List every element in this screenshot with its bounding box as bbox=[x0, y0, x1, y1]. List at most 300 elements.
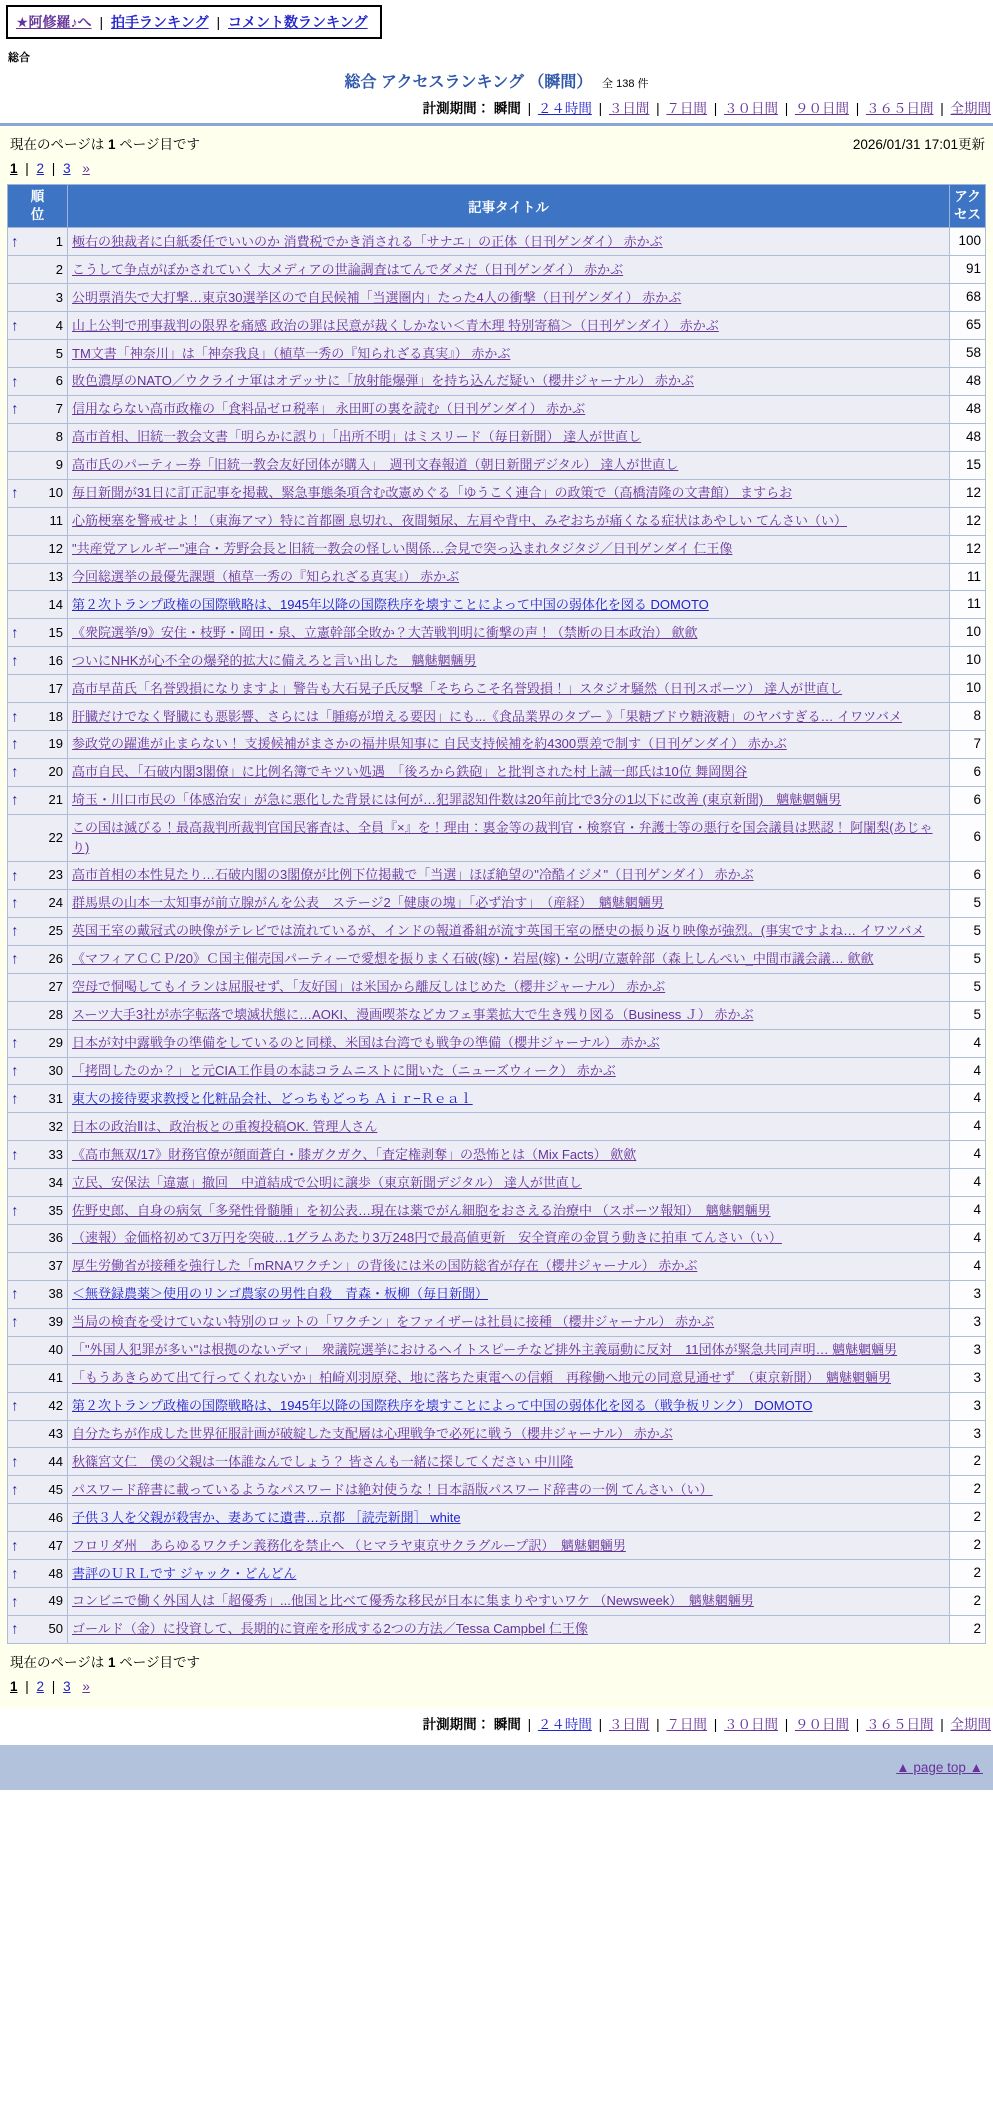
rank-number: 33 bbox=[48, 1146, 63, 1162]
title-cell bbox=[68, 479, 950, 507]
access-count: 11 bbox=[950, 591, 986, 619]
title-cell bbox=[68, 368, 950, 396]
rank-number: 1 bbox=[55, 233, 63, 249]
period-link-6[interactable]: ３６５日間 bbox=[865, 1716, 934, 1732]
table-row bbox=[8, 423, 986, 451]
rank-cell bbox=[8, 758, 68, 786]
table-row bbox=[8, 786, 986, 814]
period-label: 計測期間： bbox=[422, 101, 494, 116]
article-link[interactable]: 今回総選挙の最優先課題（植草一秀の『知られざる真実』） 赤かぶ bbox=[72, 568, 460, 584]
rank-number: 38 bbox=[48, 1286, 63, 1302]
up-arrow-icon: ↑ bbox=[11, 1034, 19, 1052]
rank-cell bbox=[8, 731, 68, 759]
separator bbox=[71, 161, 83, 176]
title-cell bbox=[68, 535, 950, 563]
rank-cell bbox=[8, 395, 68, 423]
rank-number: 13 bbox=[48, 568, 63, 584]
article-link[interactable]: 空母で恫喝してもイランは屈服せず、「友好国」は米国から離反しはじめた（櫻井ジャーナル） 赤かぶ bbox=[72, 979, 666, 995]
total-count: 全 138 件 bbox=[602, 78, 649, 90]
table-row bbox=[8, 507, 986, 535]
article-link[interactable]: ＜無登録農薬＞使用のリンゴ農家の男性自殺 青森・板柳（毎日新聞） bbox=[72, 1286, 489, 1302]
title-cell bbox=[68, 1532, 950, 1560]
period-link-3[interactable]: ７日間 bbox=[666, 101, 707, 116]
separator: | bbox=[936, 101, 948, 116]
rank-number: 5 bbox=[55, 345, 63, 361]
period-label: 計測期間： bbox=[422, 1716, 494, 1732]
separator: | bbox=[709, 101, 721, 116]
article-link[interactable]: 「拷問したのか？」と元CIA工作員の本誌コラムニストに聞いた（ニューズウィーク） 赤かぶ bbox=[72, 1062, 616, 1078]
header-title: 記事タイトル bbox=[68, 185, 950, 228]
article-link[interactable]: こうして争点がぼかされていく 大メディアの世論調査はてんでダメだ（日刊ゲンダイ） 赤かぶ bbox=[72, 261, 624, 277]
title-cell bbox=[68, 758, 950, 786]
table-row bbox=[8, 1308, 986, 1336]
access-count: 7 bbox=[950, 731, 986, 759]
table-row bbox=[8, 1280, 986, 1308]
title-cell bbox=[68, 451, 950, 479]
period-link-5[interactable]: ９０日間 bbox=[794, 101, 849, 116]
title-cell bbox=[68, 1001, 950, 1029]
title-cell bbox=[68, 1197, 950, 1225]
separator: | bbox=[780, 101, 792, 116]
article-link[interactable]: 高市首相、旧統一教会文書「明らかに誤り」「出所不明」はミスリード（毎日新聞） 達人が世直し bbox=[72, 429, 642, 445]
title-cell bbox=[68, 890, 950, 918]
access-count: 3 bbox=[950, 1280, 986, 1308]
page-link-3[interactable]: 3 bbox=[63, 1678, 71, 1694]
access-count: 48 bbox=[950, 395, 986, 423]
article-link[interactable]: 厚生労働省が接種を強行した「mRNAワクチン」の背後には米の国防総省が存在（櫻井ジャーナル） 赤かぶ bbox=[72, 1258, 698, 1274]
rank-cell bbox=[8, 862, 68, 890]
title-cell bbox=[68, 563, 950, 591]
table-row bbox=[8, 591, 986, 619]
up-arrow-icon: ↑ bbox=[11, 1146, 19, 1164]
article-link[interactable]: スーツ大手3社が赤字転落で壊滅状態に…AOKI、漫画喫茶などカフェ事業拡大で生き残り図る（Business Ｊ） 赤かぶ bbox=[72, 1007, 754, 1023]
article-link[interactable]: 高市首相の本性見たり…石破内閣の3閣僚が比例下位掲載で「当選」ほぼ絶望の"冷酷イジメ"（日刊ゲンダイ） 赤かぶ bbox=[72, 867, 754, 883]
page-link-2[interactable]: 2 bbox=[36, 1678, 45, 1694]
up-arrow-icon: ↑ bbox=[11, 1565, 19, 1583]
rank-number: 10 bbox=[48, 485, 63, 501]
title-cell bbox=[68, 703, 950, 731]
up-arrow-icon: ↑ bbox=[11, 373, 19, 390]
rank-number: 49 bbox=[48, 1593, 63, 1609]
article-link[interactable]: 参政党の躍進が止まらない！ 支援候補がまさかの福井県知事に 自民支持候補を約4300票差で制す（日刊ゲンダイ） 赤かぶ bbox=[72, 736, 787, 752]
rank-number: 45 bbox=[48, 1481, 63, 1497]
page-link-3[interactable]: 3 bbox=[63, 161, 71, 176]
table-row bbox=[8, 862, 986, 890]
rank-cell bbox=[8, 423, 68, 451]
article-link[interactable]: 《衆院選挙/9》安住・枝野・岡田・泉、立憲幹部全敗か？大苦戦判明に衝撃の声！（禁断の日本政治） 歛歛 bbox=[72, 624, 698, 640]
ranking-table bbox=[7, 184, 986, 1644]
top-nav-links bbox=[16, 14, 368, 30]
rank-cell bbox=[8, 890, 68, 918]
article-link[interactable]: 日本が対中露戦争の準備をしているのと同様、米国は台湾でも戦争の準備（櫻井ジャーナル） 赤かぶ bbox=[72, 1035, 660, 1050]
period-link-7[interactable]: 全期間 bbox=[950, 101, 991, 116]
rank-number: 31 bbox=[48, 1090, 63, 1106]
article-link[interactable]: 埼玉・川口市民の「体感治安」が急に悪化した背景には何が…犯罪認知件数は20年前比で3分の1以下に改善 (東京新聞) 魑魅魍魎男 bbox=[72, 792, 842, 808]
rank-number: 25 bbox=[48, 923, 63, 939]
title-cell bbox=[68, 1420, 950, 1448]
up-arrow-icon: ↑ bbox=[11, 894, 19, 912]
title-cell bbox=[68, 1252, 950, 1280]
period-link-1[interactable]: ２４時間 bbox=[537, 101, 592, 116]
article-link[interactable]: 「もうあきらめて出て行ってくれないか」柏崎刈羽原発、地に落ちた東電への信頼 再稼働へ地元の同意見通せず （東京新聞） 魑魅魍魎男 bbox=[72, 1370, 892, 1386]
rank-number: 32 bbox=[48, 1118, 63, 1134]
separator: | bbox=[936, 1716, 948, 1732]
article-link[interactable]: 高市自民、「石破内閣3閣僚」に比例名簿でキツい処遇 「後ろから鉄砲」と批判された村上誠一郎氏は10位 舞岡関谷 bbox=[72, 764, 748, 780]
up-arrow-icon: ↑ bbox=[11, 1593, 19, 1610]
table-row bbox=[8, 1225, 986, 1253]
rank-number: 21 bbox=[48, 792, 63, 808]
rank-cell bbox=[8, 1532, 68, 1560]
rank-cell bbox=[8, 312, 68, 340]
updated-timestamp: 2026/01/31 17:01更新 bbox=[852, 137, 985, 152]
rank-number: 28 bbox=[48, 1007, 63, 1023]
article-link[interactable]: 当局の検査を受けていない特別のロットの「ワクチン」をファイザーは社員に接種 （櫻井ジャーナル） 赤かぶ bbox=[72, 1314, 715, 1330]
rank-number: 16 bbox=[48, 652, 63, 668]
title-cell bbox=[68, 1169, 950, 1197]
period-current: 瞬間 bbox=[493, 101, 521, 116]
rank-cell bbox=[8, 563, 68, 591]
article-link[interactable]: パスワード辞書に載っているようなパスワードは絶対使うな！日本語版パスワード辞書の一例 てんさい（い） bbox=[72, 1481, 713, 1497]
title-cell bbox=[68, 1308, 950, 1336]
rank-cell bbox=[8, 1336, 68, 1364]
period-link-4[interactable]: ３０日間 bbox=[723, 1716, 778, 1732]
separator: | bbox=[594, 101, 606, 116]
table-row bbox=[8, 1560, 986, 1588]
up-arrow-icon: ↑ bbox=[11, 708, 19, 726]
title-cell bbox=[68, 395, 950, 423]
article-link[interactable]: 毎日新聞が31日に訂正記事を掲載、緊急事態条項含む改憲めぐる「ゆうこく連合」の政策で（高橋清隆の文書館） ますらお bbox=[72, 485, 793, 501]
separator: | bbox=[851, 101, 863, 116]
article-link[interactable]: 日本の政治Ⅱは、政治板との重複投稿OK. 管理人さん bbox=[72, 1118, 378, 1134]
rank-number: 17 bbox=[48, 680, 63, 696]
period-selector-top bbox=[0, 97, 991, 117]
article-link[interactable]: 書評のＵＲＬです ジャック・どんどん bbox=[72, 1565, 297, 1581]
rank-cell bbox=[8, 1308, 68, 1336]
table-row bbox=[8, 647, 986, 675]
article-link[interactable]: 第２次トランプ政権の国際戦略は、1945年以降の国際秩序を壊すことによって中国の弱体化を図る DOMOTO bbox=[72, 596, 709, 612]
title-cell bbox=[68, 591, 950, 619]
access-count: 15 bbox=[950, 451, 986, 479]
rank-cell bbox=[8, 228, 68, 256]
rank-cell bbox=[8, 675, 68, 703]
rank-number: 26 bbox=[48, 951, 63, 967]
rank-cell bbox=[8, 647, 68, 675]
rank-cell bbox=[8, 1615, 68, 1643]
up-arrow-icon: ↑ bbox=[11, 867, 19, 885]
access-count: 100 bbox=[950, 228, 986, 256]
article-link[interactable]: 《マフィアＣＣＰ/20》Ｃ国主催売国パーティーで愛想を振りまく石破(嫁)・岩屋(嫁)・公明/立憲幹部（森上しんぺい_中間市議会議… 歛歛 bbox=[72, 951, 874, 967]
page-top-link[interactable]: ▲ page top ▲ bbox=[896, 1759, 983, 1775]
rank-cell bbox=[8, 1392, 68, 1420]
access-count: 4 bbox=[950, 1029, 986, 1057]
rank-cell bbox=[8, 1364, 68, 1392]
rank-number: 48 bbox=[48, 1565, 63, 1581]
table-row bbox=[8, 814, 986, 861]
pagination-bottom bbox=[0, 1673, 993, 1702]
rank-cell bbox=[8, 535, 68, 563]
table-row bbox=[8, 1029, 986, 1057]
access-count: 5 bbox=[950, 917, 986, 945]
up-arrow-icon: ↑ bbox=[11, 1090, 19, 1108]
rank-number: 50 bbox=[48, 1621, 63, 1637]
table-row bbox=[8, 1057, 986, 1085]
rank-number: 14 bbox=[48, 596, 63, 612]
article-link[interactable]: ゴールド（金）に投資して、長期的に資産を形成する2つの方法／Tessa Campbel 仁王像 bbox=[72, 1621, 588, 1637]
rank-cell bbox=[8, 814, 68, 861]
table-row bbox=[8, 890, 986, 918]
header-access: アクセス bbox=[950, 185, 986, 228]
table-row bbox=[8, 1001, 986, 1029]
period-link-2[interactable]: ３日間 bbox=[608, 1716, 650, 1732]
table-row bbox=[8, 1615, 986, 1643]
table-row bbox=[8, 1392, 986, 1420]
article-link[interactable]: 第２次トランプ政権の国際戦略は、1945年以降の国際秩序を壊すことによって中国の弱体化を図る（戦争板リンク） DOMOTO bbox=[72, 1397, 813, 1413]
page-link-»[interactable]: » bbox=[82, 1678, 90, 1694]
article-link[interactable]: （速報）金価格初めて3万円を突破…1グラムあたり3万248円で最高値更新 安全資産の金買う動きに拍車 てんさい（い） bbox=[72, 1230, 782, 1246]
rank-number: 15 bbox=[48, 624, 63, 640]
table-row bbox=[8, 1364, 986, 1392]
up-arrow-icon: ↑ bbox=[11, 624, 19, 642]
title-cell bbox=[68, 507, 950, 535]
table-row bbox=[8, 451, 986, 479]
access-count: 6 bbox=[950, 758, 986, 786]
article-link[interactable]: "共産党アレルギー"連合・芳野会長と旧統一教会の怪しい関係…会見で突っ込まれタジタジ／日刊ゲンダイ 仁王像 bbox=[72, 540, 733, 556]
article-link[interactable]: 高市氏のパーティー券「旧統一教会友好団体が購入」 週刊文春報道（朝日新聞デジタル） 達人が世直し bbox=[72, 457, 679, 473]
section-label: 総合 bbox=[8, 52, 30, 64]
title-cell bbox=[68, 1560, 950, 1588]
rank-number: 41 bbox=[48, 1370, 63, 1386]
title-cell bbox=[68, 917, 950, 945]
top-nav-box bbox=[6, 5, 382, 39]
separator: | bbox=[709, 1716, 721, 1732]
rank-cell bbox=[8, 591, 68, 619]
article-link[interactable]: 公明票消失で大打撃…東京30選挙区ので自民候補「当選圏内」たった4人の衝撃（日刊ゲンダイ） 赤かぶ bbox=[72, 289, 682, 305]
title-cell bbox=[68, 1113, 950, 1141]
article-link[interactable]: 立民、安保法「違憲」撤回 中道結成で公明に譲歩（東京新聞デジタル） 達人が世直し bbox=[72, 1174, 582, 1190]
page-title: 総合 アクセスランキング （瞬間） bbox=[344, 74, 593, 91]
table-row bbox=[8, 703, 986, 731]
rank-number: 30 bbox=[48, 1062, 63, 1078]
access-count: 2 bbox=[950, 1560, 986, 1588]
article-link[interactable]: コンビニで働く外国人は「超優秀」...他国と比べて優秀な移民が日本に集まりやすいワケ （Newsweek） 魑魅魍魎男 bbox=[72, 1593, 754, 1609]
table-row bbox=[8, 1532, 986, 1560]
access-count: 48 bbox=[950, 423, 986, 451]
table-row bbox=[8, 675, 986, 703]
page-current: 1 bbox=[10, 161, 18, 176]
access-count: 3 bbox=[950, 1308, 986, 1336]
rank-cell bbox=[8, 1420, 68, 1448]
title-cell bbox=[68, 1504, 950, 1532]
article-link[interactable]: 子供３人を父親が殺害か、妻あてに遺書…京都 ［読売新聞］ white bbox=[72, 1509, 461, 1525]
rank-number: 22 bbox=[48, 829, 63, 845]
rank-number: 46 bbox=[48, 1509, 63, 1525]
rank-cell bbox=[8, 1085, 68, 1113]
article-link[interactable]: 極右の独裁者に白紙委任でいいのか 消費税でかき消される「サナエ」の正体（日刊ゲンダイ） 赤かぶ bbox=[72, 233, 663, 249]
rank-cell bbox=[8, 1113, 68, 1141]
title-cell bbox=[68, 619, 950, 647]
table-row bbox=[8, 395, 986, 423]
article-link[interactable]: 東大の接待要求教授と化粧品会社、どっちもどっち Ａｉｒ−Ｒｅａｌ bbox=[72, 1090, 473, 1106]
up-arrow-icon: ↑ bbox=[11, 922, 19, 940]
page-link-»[interactable]: » bbox=[82, 161, 90, 176]
article-link[interactable]: 佐野史郎、自身の病気「多発性骨髄腫」を初公表…現在は薬でがん細胞をおさえる治療中 （スポーツ報知） 魑魅魍魎男 bbox=[72, 1202, 771, 1218]
rank-cell bbox=[8, 1225, 68, 1253]
nav-link-1[interactable]: ★阿修羅♪へ bbox=[16, 14, 92, 30]
article-link[interactable]: 高市早苗氏「名誉毀損になりますよ」警告も大石晃子氏反撃「そちらこそ名誉毀損！」スタジオ騒然（日刊スポーツ） 達人が世直し bbox=[72, 680, 843, 696]
separator: | bbox=[523, 1716, 535, 1732]
access-count: 3 bbox=[950, 1420, 986, 1448]
access-count: 6 bbox=[950, 862, 986, 890]
access-count: 2 bbox=[950, 1476, 986, 1504]
rank-cell bbox=[8, 507, 68, 535]
article-link[interactable]: 敗色濃厚のNATO／ウクライナ軍はオデッサに「放射能爆弾」を持ち込んだ疑い（櫻井ジャーナル） 赤かぶ bbox=[72, 373, 694, 389]
rank-cell bbox=[8, 619, 68, 647]
article-link[interactable]: 肝臓だけでなく腎臓にも悪影響、さらには「腫瘍が増える要因」にも...《食品業界のタブー 》「果糖ブドウ糖液糖」のヤバすぎる… イワツバメ bbox=[72, 708, 902, 724]
access-count: 10 bbox=[950, 647, 986, 675]
rank-number: 7 bbox=[55, 401, 63, 417]
up-arrow-icon: ↑ bbox=[11, 1062, 19, 1080]
article-link[interactable]: この国は滅びる！最高裁判所裁判官国民審査は、全員『×』を！理由：裏金等の裁判官・検察官・弁護士等の悪行を国会議員は黙認！ 阿闍梨(あじゃり) bbox=[72, 819, 933, 855]
separator: | bbox=[48, 1678, 60, 1694]
up-arrow-icon: ↑ bbox=[11, 1481, 19, 1499]
access-count: 12 bbox=[950, 535, 986, 563]
title-cell bbox=[68, 284, 950, 312]
title-cell bbox=[68, 340, 950, 368]
period-link-7[interactable]: 全期間 bbox=[950, 1716, 991, 1732]
article-link[interactable]: ついにNHKが心不全の爆発的拡大に備えろと言い出した 魑魅魍魎男 bbox=[72, 652, 477, 668]
table-row bbox=[8, 256, 986, 284]
table-row bbox=[8, 1476, 986, 1504]
access-count: 8 bbox=[950, 703, 986, 731]
separator bbox=[71, 1679, 83, 1694]
nav-link-2[interactable]: 拍手ランキング bbox=[110, 14, 209, 30]
title-cell bbox=[68, 1392, 950, 1420]
title-cell bbox=[68, 675, 950, 703]
period-link-6[interactable]: ３６５日間 bbox=[865, 101, 934, 116]
rank-cell bbox=[8, 786, 68, 814]
rank-number: 39 bbox=[48, 1314, 63, 1330]
rank-number: 35 bbox=[48, 1202, 63, 1218]
title-cell bbox=[68, 1225, 950, 1253]
period-link-1[interactable]: ２４時間 bbox=[537, 1716, 592, 1732]
title-cell bbox=[68, 1057, 950, 1085]
article-link[interactable]: 群馬県の山本一太知事が前立腺がんを公表 ステージ2「健康の塊」「必ず治す」 （産経） 魑魅魍魎男 bbox=[72, 895, 664, 911]
access-count: 4 bbox=[950, 1141, 986, 1169]
rank-number: 9 bbox=[55, 457, 63, 473]
article-link[interactable]: 「"外国人犯罪が多い"は根拠のないデマ」 衆議院選挙におけるヘイトスピーチなど排外主義扇動に反対 11団体が緊急共同声明… 魑魅魍魎男 bbox=[72, 1342, 898, 1358]
page-top-bar bbox=[0, 1745, 993, 1790]
table-row bbox=[8, 1252, 986, 1280]
article-link[interactable]: 山上公判で刑事裁判の限界を痛感 政治の罪は民意が裁くしかない＜青木理 特別寄稿＞（日刊ゲンダイ） 赤かぶ bbox=[72, 317, 719, 333]
article-link[interactable]: TM文書「神奈川」は「神奈我良」（植草一秀の『知られざる真実』） 赤かぶ bbox=[72, 345, 511, 361]
title-cell bbox=[68, 1085, 950, 1113]
bottom-space bbox=[0, 1790, 993, 1808]
period-link-3[interactable]: ７日間 bbox=[666, 1716, 707, 1732]
access-count: 10 bbox=[950, 675, 986, 703]
rank-number: 20 bbox=[48, 764, 63, 780]
nav-link-3[interactable]: コメント数ランキング bbox=[228, 14, 368, 30]
rank-number: 47 bbox=[48, 1537, 63, 1553]
current-page-number: 1 bbox=[108, 137, 116, 152]
article-link[interactable]: 秋篠宮文仁 僕の父親は一体誰なんでしょう？ 皆さんも一緒に探してください 中川隆 bbox=[72, 1453, 574, 1469]
period-link-5[interactable]: ９０日間 bbox=[794, 1716, 849, 1732]
rank-number: 43 bbox=[48, 1425, 63, 1441]
access-count: 65 bbox=[950, 312, 986, 340]
rank-cell bbox=[8, 1504, 68, 1532]
article-link[interactable]: フロリダ州 あらゆるワクチン義務化を禁止へ （ヒマラヤ東京サクラグループ訳） 魑魅魍魎男 bbox=[72, 1537, 626, 1553]
table-row bbox=[8, 563, 986, 591]
access-count: 4 bbox=[950, 1113, 986, 1141]
access-count: 12 bbox=[950, 507, 986, 535]
rank-number: 4 bbox=[55, 317, 63, 333]
table-row bbox=[8, 1336, 986, 1364]
title-cell bbox=[68, 814, 950, 861]
access-count: 2 bbox=[950, 1532, 986, 1560]
up-arrow-icon: ↑ bbox=[11, 1453, 19, 1471]
up-arrow-icon: ↑ bbox=[11, 791, 19, 809]
period-current: 瞬間 bbox=[493, 1716, 521, 1732]
up-arrow-icon: ↑ bbox=[11, 735, 19, 753]
table-row bbox=[8, 1420, 986, 1448]
title-cell bbox=[68, 1280, 950, 1308]
rank-number: 29 bbox=[48, 1035, 63, 1050]
rank-number: 34 bbox=[48, 1174, 63, 1190]
period-link-4[interactable]: ３０日間 bbox=[723, 101, 778, 116]
title-cell bbox=[68, 1615, 950, 1643]
access-count: 4 bbox=[950, 1225, 986, 1253]
access-count: 4 bbox=[950, 1057, 986, 1085]
rank-cell bbox=[8, 1169, 68, 1197]
article-link[interactable]: 心筋梗塞を警戒せよ！（東海アマ）特に首都圏 息切れ、夜間頻尿、左肩や背中、みぞおちが痛くなる症状はあやしい てんさい（い） bbox=[72, 513, 848, 529]
separator: | bbox=[523, 101, 535, 116]
rank-number: 19 bbox=[48, 736, 63, 752]
rank-number: 2 bbox=[55, 261, 63, 277]
article-link[interactable]: 英国王室の戴冠式の映像がテレビでは流れているが、インドの報道番組が流す英国王室の歴史の振り返り映像が強烈。(事実ですよね… イワツバメ bbox=[72, 923, 925, 939]
up-arrow-icon: ↑ bbox=[11, 1313, 19, 1331]
table-row bbox=[8, 758, 986, 786]
rank-number: 37 bbox=[48, 1258, 63, 1274]
title-cell bbox=[68, 1364, 950, 1392]
page-current: 1 bbox=[10, 1678, 18, 1694]
separator: | bbox=[212, 14, 224, 30]
rank-cell bbox=[8, 703, 68, 731]
up-arrow-icon: ↑ bbox=[11, 400, 19, 418]
access-count: 4 bbox=[950, 1197, 986, 1225]
rank-cell bbox=[8, 1252, 68, 1280]
table-row bbox=[8, 535, 986, 563]
title-cell bbox=[68, 256, 950, 284]
article-link[interactable]: 自分たちが作成した世界征服計画が破綻した支配層は心理戦争で必死に戦う（櫻井ジャーナル） 赤かぶ bbox=[72, 1425, 673, 1441]
rank-number: 11 bbox=[49, 513, 63, 529]
article-link[interactable]: 信用ならない高市政権の「食料品ゼロ税率」 永田町の裏を読む（日刊ゲンダイ） 赤かぶ bbox=[72, 401, 586, 417]
access-count: 5 bbox=[950, 1001, 986, 1029]
access-count: 4 bbox=[950, 1169, 986, 1197]
article-link[interactable]: 《高市無双/17》財務官僚が顔面蒼白・膝ガクガク、「査定権剥奪」の恐怖とは（Mix Facts） 歛歛 bbox=[72, 1146, 637, 1162]
table-row bbox=[8, 1085, 986, 1113]
period-link-2[interactable]: ３日間 bbox=[608, 101, 650, 116]
table-row bbox=[8, 1113, 986, 1141]
access-count: 6 bbox=[950, 786, 986, 814]
rank-cell bbox=[8, 368, 68, 396]
title-cell bbox=[68, 786, 950, 814]
rank-number: 3 bbox=[55, 289, 63, 305]
access-count: 2 bbox=[950, 1504, 986, 1532]
access-count: 12 bbox=[950, 479, 986, 507]
access-count: 3 bbox=[950, 1336, 986, 1364]
title-cell bbox=[68, 1588, 950, 1616]
rank-cell bbox=[8, 1280, 68, 1308]
page-link-2[interactable]: 2 bbox=[36, 161, 45, 176]
